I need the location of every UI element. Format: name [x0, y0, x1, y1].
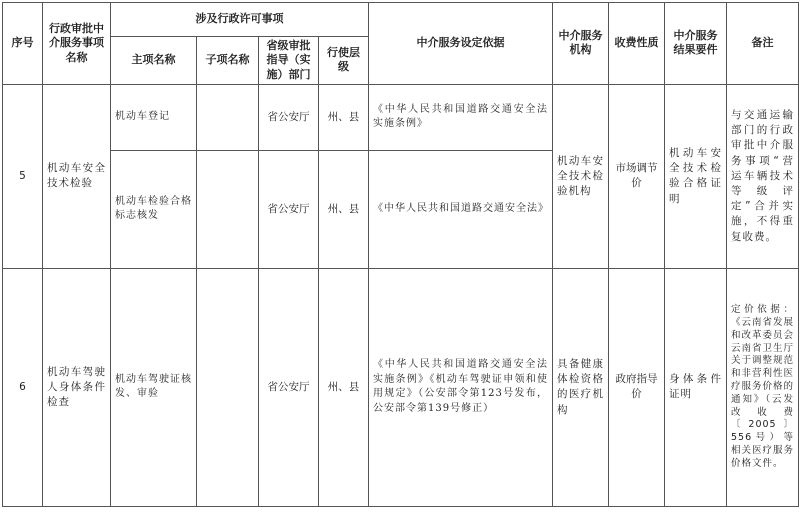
row-sub-item	[197, 150, 259, 268]
row-agency: 机动车安全技术检验机构	[553, 84, 609, 268]
header-license-group: 涉及行政许可事项	[111, 3, 369, 37]
row-remark: 定价依据：《云南省发展和改革委员会云南省卫生厅关于调整规范和非营利性医疗服务价格的通知》（云发改收费〔2005〕556号）等相关医疗服务价格文件。	[727, 268, 799, 506]
table-row	[3, 84, 799, 150]
row-dept: 省公安厅	[259, 150, 319, 268]
row-basis: 《中华人民共和国道路交通安全法实施条例》《机动车驾驶证申领和使用规定》（公安部令第123号发布，公安部令第139号修正）	[369, 268, 553, 506]
row-item-name: 机动车驾驶人身体条件检查	[43, 268, 111, 506]
header-basis: 中介服务设定依据	[369, 3, 553, 85]
row-level: 州、县	[319, 268, 369, 506]
header-remark: 备注	[727, 3, 799, 85]
row-seq: 6	[3, 268, 43, 506]
row-result: 机动车安全技术检验合格证明	[665, 84, 727, 268]
row-agency: 具备健康体检资格的医疗机构	[553, 268, 609, 506]
row-level: 州、县	[319, 150, 369, 268]
header-fee-nature: 收费性质	[609, 3, 665, 85]
header-agency: 中介服务机构	[553, 3, 609, 85]
row-dept: 省公安厅	[259, 84, 319, 150]
table-row	[3, 268, 799, 506]
row-fee-nature: 政府指导价	[609, 268, 665, 506]
row-basis: 《中华人民共和国道路交通安全法实施条例》	[369, 84, 553, 150]
header-row-top	[3, 3, 799, 37]
row-main-item: 机动车登记	[111, 84, 197, 150]
row-main-item: 机动车检验合格标志核发	[111, 150, 197, 268]
service-table	[2, 2, 799, 507]
header-level: 行使层级	[319, 37, 369, 85]
header-result: 中介服务结果要件	[665, 3, 727, 85]
row-seq: 5	[3, 84, 43, 268]
row-remark: 与交通运输部门的行政审批中介服务事项“营运车辆技术等级评定”合并实施，不得重复收费。	[727, 84, 799, 268]
row-result: 身体条件证明	[665, 268, 727, 506]
row-level: 州、县	[319, 84, 369, 150]
row-main-item: 机动车驾驶证核发、审验	[111, 268, 197, 506]
row-sub-item	[197, 268, 259, 506]
row-sub-item	[197, 84, 259, 150]
header-provincial-dept: 省级审批指导（实施）部门	[259, 37, 319, 85]
header-seq: 序号	[3, 3, 43, 85]
header-item-name: 行政审批中介服务事项名称	[43, 3, 111, 85]
row-item-name: 机动车安全技术检验	[43, 84, 111, 268]
row-dept: 省公安厅	[259, 268, 319, 506]
row-basis: 《中华人民共和国道路交通安全法》	[369, 150, 553, 268]
row-fee-nature: 市场调节价	[609, 84, 665, 268]
header-main-item: 主项名称	[111, 37, 197, 85]
header-sub-item: 子项名称	[197, 37, 259, 85]
